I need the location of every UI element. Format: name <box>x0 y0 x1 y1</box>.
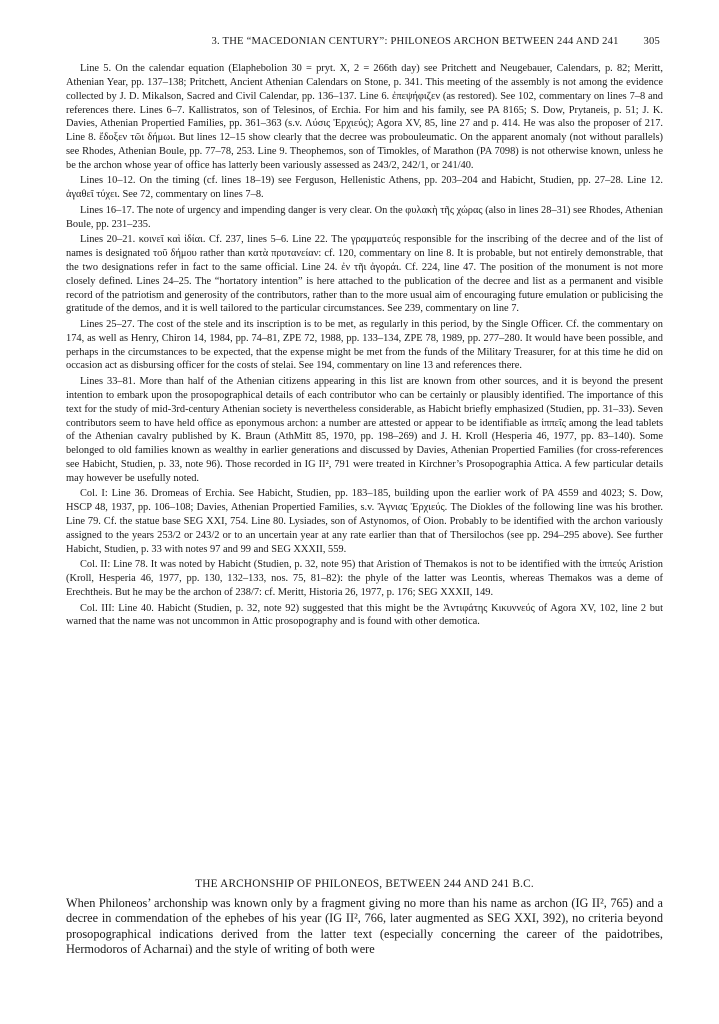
body-text <box>66 896 663 958</box>
note-paragraph: Col. III: Line 40. Habicht (Studien, p. 32, note 92) suggested that this might be the Ἀντιφάτης Κικυννεύς of Agora XV, 102, line 2 but warned that the name was not uncommon in Attic prosopography and is found with other demotica. <box>66 602 663 628</box>
body-paragraph: When Philoneos’ archonship was known only by a fragment giving no more than his name as archon (IG II², 765) and a decree in commendation of the ephebes of his year (IG II², 766, later augmented as SEG XXI, 392), no criteria beyond prosopographical indications derived from the latter text (especially concerning the career of the paidotribes, Hermodoros of Acharnai) and the style of writing of both were <box>66 896 663 957</box>
commentary-notes <box>66 62 663 631</box>
note-paragraph: Lines 33–81. More than half of the Athenian citizens appearing in this list are known from other sources, and it is beyond the present intention to embark upon the prosopographical details of each contributor who can be certainly or plausibly identified. The importance of this text for the study of mid-3rd-century Athenian society is nevertheless considerable, as Habicht briefly emphasized (Studien, pp. 31–33). Seven contributors seem to have held office as eponymous archon: a number are attested or appear to be identifiable as ἱππεῖς among the lead tablets of the Athenian cavalry published by K. Braun (AthMitt 85, 1970, pp. 198–269) and J. H. Kroll (Hesperia 46, 1977, pp. 83–140). Some belonged to old families known as wealthy in earlier generations and discussed by Davies, Athenian Propertied Families (for cross-references see Habicht, Studien, p. 33, note 96). Those recorded in IG II², 791 were treated in Kirchner’s Prosopographia Attica. A few particular details may however be usefully noted. <box>66 376 663 484</box>
note-paragraph: Col. II: Line 78. It was noted by Habicht (Studien, p. 32, note 95) that Aristion of Themakos is not to be identified with the ἱππεύς Aristion (Kroll, Hesperia 46, 1977, pp. 130, 132–133, nos. 75, 81–82): the phyle of the latter was Leontis, whereas Themakos was a deme of Erechtheis. But he may be the archon of 238/7: cf. Meritt, Historia 26, 1977, p. 176; SEG XXXII, 149. <box>66 559 663 599</box>
running-head-title: 3. THE “MACEDONIAN CENTURY”: PHILONEOS ARCHON BETWEEN 244 AND 241 <box>211 36 619 47</box>
note-paragraph: Lines 20–21. κοινεῖ καὶ ἰδίαι. Cf. 237, lines 5–6. Line 22. The γραμματεύς responsible for the inscribing of the decree and of the list of names is designated τοῦ δήμου rather than κατὰ πρυτανείαν: cf. 120, commentary on line 8. It is probable, but not entirely demonstrable, that the two designations refer in fact to the same official. Line 24. ἐν τῆι ἀγοράι. Cf. 224, line 47. The position of the monument is not more closely defined. Lines 24–25. The “hortatory intention” is here attached to the publication of the decree and list as a permanent and visible record of the patriotism and generosity of the contributors, rather than to the more usual aim of encouraging future emulation or publicising the gratitude of the demos, and it is well tailored to the particular circumstances. See 239, commentary on line 7. <box>66 234 663 315</box>
note-paragraph: Lines 10–12. On the timing (cf. lines 18–19) see Ferguson, Hellenistic Athens, pp. 203–204 and Habicht, Studien, pp. 27–28. Line 12. ἀγαθεῖ τύχει. See 72, commentary on lines 7–8. <box>66 175 663 201</box>
note-paragraph: Lines 25–27. The cost of the stele and its inscription is to be met, as regularly in this period, by the Single Officer. Cf. the commentary on 174, as well as Henry, Chiron 14, 1984, pp. 74–81, ZPE 72, 1988, pp. 133–134, ZPE 78, 1989, pp. 277–280. It would have been possible, and perhaps in the circumstances to be expected, that the expense might be met from the funds of the Military Treasurer, for at this time he did on occasion act as disbursing officer for the costs of stelai. See 194, commentary on line 13 and references there. <box>66 318 663 372</box>
page-number: 305 <box>643 36 660 47</box>
running-head <box>70 36 660 47</box>
note-paragraph: Line 5. On the calendar equation (Elaphebolion 30 = pryt. X, 2 = 266th day) see Pritchett and Neugebauer, Calendars, p. 82; Meritt, Athenian Year, pp. 137–138; Pritchett, Ancient Athenian Calendars on Stone, p. 341. This meeting of the assembly is not among the evidence collected by J. D. Mikalson, Sacred and Civil Calendar, pp. 136–137. Line 6. ἐπεψήφιζεν (as restored). See 102, commentary on lines 7–8 and references there. Lines 6–7. Kallistratos, son of Telesinos, of Erchia. For him and his family, see PA 8165; S. Dow, Prytaneis, p. 51; J. K. Davies, Athenian Propertied Families, pp. 361–363 (s.v. Λύσις Ἐρχιεύς); Agora XV, 85, line 27 and p. 414. He was also the proposer of 217. Line 8. ἔδοξεν τῶι δήμωι. But lines 12–15 show clearly that the decree was probouleumatic. On the apparent anomaly (not without parallels) see Rhodes, Athenian Boule, pp. 77–78, 253. Line 9. Theophemos, son of Timokles, of Marathon (PA 7098) is not otherwise known, unless he be the archon whose year of office has latterly been variously assessed as 243/2, 242/1, or 241/40. <box>66 63 663 171</box>
note-paragraph: Lines 16–17. The note of urgency and impending danger is very clear. On the φυλακὴ τῆς χώρας (also in lines 28–31) see Rhodes, Athenian Boule, pp. 231–235. <box>66 204 663 230</box>
section-heading: THE ARCHONSHIP OF PHILONEOS, BETWEEN 244 AND 241 B.C. <box>195 878 534 890</box>
note-paragraph: Col. I: Line 36. Dromeas of Erchia. See Habicht, Studien, pp. 183–185, building upon the earlier work of PA 4559 and 4023; S. Dow, HSCP 48, 1937, pp. 106–108; Davies, Athenian Propertied Families, s.v. Ἄγνιας Ἐρχιεύς. The Diokles of the following line was his brother. Line 79. Cf. the statue base SEG XXI, 754. Line 80. Lysiades, son of Astynomos, of Oion. Probably to be identified with the archon variously assigned to the years 253/2 or 243/2 or to an uncertain year at any rate earlier than that of Thersilochos (see pp. 294–295 above). See further Habicht, Studien, p. 33 with notes 97 and 99 and SEG XXXII, 559. <box>66 488 663 555</box>
